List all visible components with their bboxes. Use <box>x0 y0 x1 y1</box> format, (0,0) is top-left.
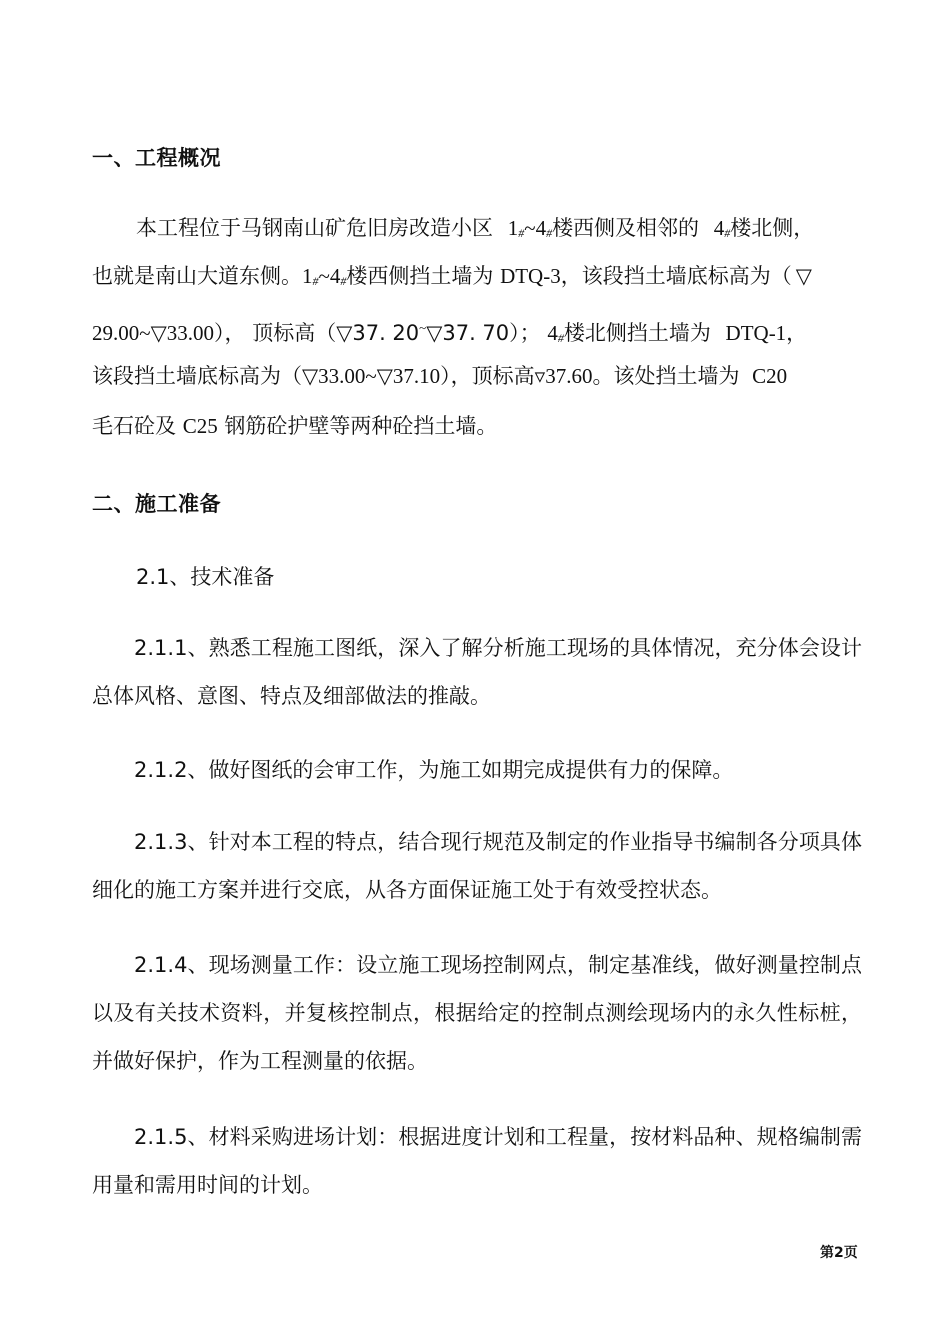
overview-line-1 <box>136 214 904 245</box>
section-heading-preparation: 二、施工准备 <box>92 492 221 516</box>
text-span: 4 <box>547 321 558 345</box>
section-heading-overview: 一、工程概况 <box>92 146 221 170</box>
overview-line-5 <box>92 412 860 440</box>
text-span: DTQ-3 <box>500 264 561 288</box>
text-span: 4 <box>535 216 547 240</box>
text-span: ，该段挡土墙底标高为（ <box>560 264 792 288</box>
text-span: ▿37.60。 <box>534 364 614 388</box>
paragraph-2-1-2: 2.1.2、做好图纸的会审工作，为施工如期完成提供有力的保障。 <box>134 758 734 782</box>
text-span: 本工程位于马钢南山矿危旧房改造小区 <box>136 216 493 240</box>
text-span: 顶标高 <box>471 364 535 388</box>
text-span: 楼北侧挡土墙为 <box>563 321 711 345</box>
text-span: 楼北侧， <box>730 216 815 240</box>
text-span: 4 <box>329 264 341 288</box>
text-span: 29.00~▽33.00）， <box>92 321 246 345</box>
text-span: 楼西侧及相邻的 <box>552 216 700 240</box>
page-number: 第2页 <box>820 1245 858 1261</box>
text-span: 顶标高（▽37. 20 <box>252 321 420 345</box>
paragraph-2-1-5: 2.1.5、材料采购进场计划：根据进度计划和工程量，按材料品种、规格编制需用量和需用时间的计划。 <box>92 1125 862 1197</box>
subscript: # <box>518 226 525 240</box>
paragraph-2-1-3: 2.1.3、针对本工程的特点，结合现行规范及制定的作业指导书编制各分项具体细化的施工方案并进行交底，从各方面保证施工处于有效受控状态。 <box>92 830 862 902</box>
text-span: 1 <box>507 216 519 240</box>
paragraph-2-1-1: 2.1.1、熟悉工程施工图纸，深入了解分析施工现场的具体情况，充分体会设计总体风格、意图、特点及细部做法的推敲。 <box>92 636 862 708</box>
text-span: 4 <box>713 216 725 240</box>
text-span: ▽ <box>795 264 812 288</box>
subscript: # <box>312 274 319 288</box>
text-span: C20 <box>752 364 788 388</box>
text-span: ▽37. 70）； <box>426 321 541 345</box>
text-span: 1 <box>302 264 313 288</box>
superscript: ~ <box>419 320 427 335</box>
subscript: # <box>340 274 347 288</box>
paragraph-2-1-4: 2.1.4、现场测量工作：设立施工现场控制网点，制定基准线，做好测量控制点以及有关技术资料，并复核控制点，根据给定的控制点测绘现场内的永久性标桩，并做好保护，作为工程测量的依据。 <box>92 953 862 1073</box>
text-span: 钢筋砼护壁等两种砼挡土墙。 <box>224 414 498 438</box>
sub-heading-technical-prep: 2.1、技术准备 <box>136 565 275 589</box>
text-span: DTQ-1， <box>725 321 808 345</box>
overview-line-2 <box>92 262 860 293</box>
text-span: ▽33.00~▽37.10）， <box>302 364 472 388</box>
text-span: 毛石砼及 <box>92 414 176 438</box>
subscript: # <box>724 226 731 240</box>
subscript: # <box>557 331 564 345</box>
overview-line-3 <box>92 314 860 350</box>
text-span: ~ <box>318 264 330 288</box>
text-span: 楼西侧挡土墙为 <box>346 264 494 288</box>
text-span: C25 <box>182 414 218 438</box>
text-span: 也就是南山大道东侧。 <box>92 264 302 288</box>
subscript: # <box>546 226 553 240</box>
text-span: 该段挡土墙底标高为（ <box>92 364 302 388</box>
text-span: ~ <box>524 216 536 240</box>
overview-line-4 <box>92 362 860 390</box>
text-span: 该处挡土墙为 <box>613 364 740 388</box>
